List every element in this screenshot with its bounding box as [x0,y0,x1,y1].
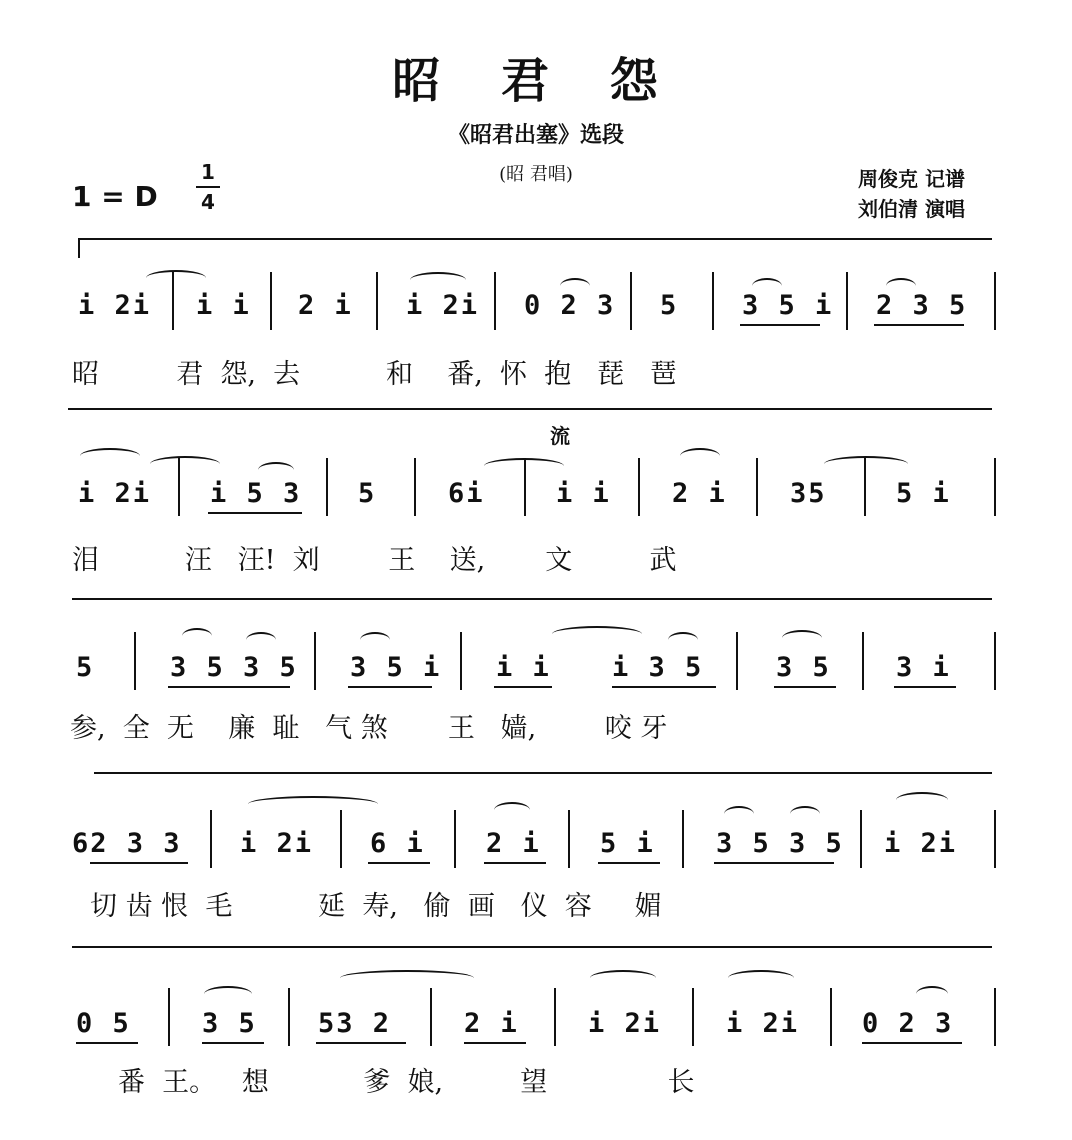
underline [874,324,964,326]
row-top-line [78,238,992,240]
slur [680,448,720,464]
underline [484,862,546,864]
measure: 62 3 3 [72,828,182,859]
barline [454,810,456,868]
key-signature: 1 = D [72,180,158,213]
lyric-line-3: 参, 全 无 廉 耻 气 煞 王 嫱, 咬 牙 [70,713,668,744]
lyric-line-1: 昭 君 怨, 去 和 番, 怀 抱 琵 琶 [72,359,677,390]
slur [150,456,220,472]
slur [248,796,378,812]
barline [340,810,342,868]
underline [202,1042,264,1044]
barline [568,810,570,868]
measure: 3 5 i [742,290,834,321]
barline [860,810,862,868]
measure: 6 i [370,828,425,859]
slur [80,448,140,464]
measure: 0 5 [76,1008,131,1039]
measure: i 2i [406,290,480,321]
measure: 3 5 3 5 [716,828,844,859]
barline [376,272,378,330]
slur [340,970,474,986]
slur [886,278,916,294]
barline [712,272,714,330]
slur [204,986,252,1002]
measure: 2 i [672,478,727,509]
tempo-marker: 流 [550,424,570,448]
singer-note: (昭 君唱) [499,164,573,185]
measure: 0 2 3 [524,290,616,321]
row-separator [72,946,992,948]
underline [598,862,660,864]
measure: i 2i [588,1008,662,1039]
barline [414,458,416,516]
measure: i 2i [240,828,314,859]
slur [560,278,590,294]
subtitle: 《昭君出塞》选段 [447,122,624,148]
underline [90,862,188,864]
slur [896,792,948,808]
measure: 2 i [486,828,541,859]
lyric-line-5: 番 王。 想 爹 娘, 望 长 [118,1067,695,1098]
measure: i i [196,290,251,321]
measure: 2 i [464,1008,519,1039]
barline [314,632,316,690]
underline [894,686,956,688]
underline [740,324,820,326]
underline [316,1042,406,1044]
barline [682,810,684,868]
underline [774,686,836,688]
barline [270,272,272,330]
slur [182,628,212,644]
measure: 2 i [298,290,353,321]
measure: 35 [790,478,827,509]
slur [484,458,564,474]
measure: 6i [448,478,485,509]
barline [756,458,758,516]
slur [590,970,656,986]
credits [858,164,965,224]
underline [494,686,552,688]
measure: i 2i [726,1008,800,1039]
underline [714,862,834,864]
measure: 3 5 i [350,652,442,683]
measure: 5 [76,652,95,683]
underline [168,686,290,688]
barline [846,272,848,330]
underline [368,862,430,864]
page-title: 昭 君 怨 [392,53,680,109]
barline [994,632,996,690]
barline [168,988,170,1046]
barline [994,988,996,1046]
measure: i 2i [78,478,152,509]
barline [630,272,632,330]
slur [146,270,206,286]
barline [830,988,832,1046]
measure: i i [496,652,551,683]
barline [994,458,996,516]
credit-singer: 刘伯清 演唱 [858,197,965,221]
measure: i 5 3 [210,478,302,509]
slur [824,456,908,472]
slur [752,278,782,294]
barline [210,810,212,868]
measure: 3 i [896,652,951,683]
barline [494,272,496,330]
barline [326,458,328,516]
row-separator [68,408,992,410]
time-bar [196,186,220,188]
slur [552,626,642,642]
measure: 3 5 [776,652,831,683]
measure: i i [556,478,611,509]
slur [782,630,822,646]
credit-transcriber: 周俊克 记谱 [858,167,965,191]
slur [668,632,698,648]
slur [258,462,294,478]
measure: 2 3 5 [876,290,968,321]
measure: 53 2 [318,1008,392,1039]
time-numerator: 1 [201,160,215,184]
measure: i 3 5 [612,652,704,683]
measure: 5 [660,290,679,321]
slur [916,986,948,1002]
barline [638,458,640,516]
lyric-line-2: 泪 汪 汪! 刘 王 送, 文 武 [72,545,677,576]
time-signature [196,162,220,212]
underline [348,686,432,688]
measure: 0 2 3 [862,1008,954,1039]
barline [862,632,864,690]
lyric-line-4: 切 齿 恨 毛 延 寿, 偷 画 仪 容 媚 [90,891,662,922]
barline [994,810,996,868]
measure: 5 [358,478,377,509]
underline [464,1042,526,1044]
slur [728,970,794,986]
barline [288,988,290,1046]
barline [736,632,738,690]
measure: i 2i [884,828,958,859]
measure: 5 i [896,478,951,509]
slur [494,802,530,818]
measure: 3 5 3 5 [170,652,298,683]
underline [612,686,716,688]
measure: 5 i [600,828,655,859]
slur [724,806,754,822]
start-tick [78,238,80,258]
underline [76,1042,138,1044]
slur [246,632,276,648]
barline [994,272,996,330]
row-separator [72,598,992,600]
barline [554,988,556,1046]
underline [208,512,302,514]
barline [692,988,694,1046]
row-separator [94,772,992,774]
underline [862,1042,962,1044]
slur [360,632,390,648]
slur [410,272,466,288]
time-denominator: 4 [201,190,215,214]
barline [134,632,136,690]
measure: i 2i [78,290,152,321]
measure: 3 5 [202,1008,257,1039]
barline [430,988,432,1046]
barline [460,632,462,690]
slur [790,806,820,822]
